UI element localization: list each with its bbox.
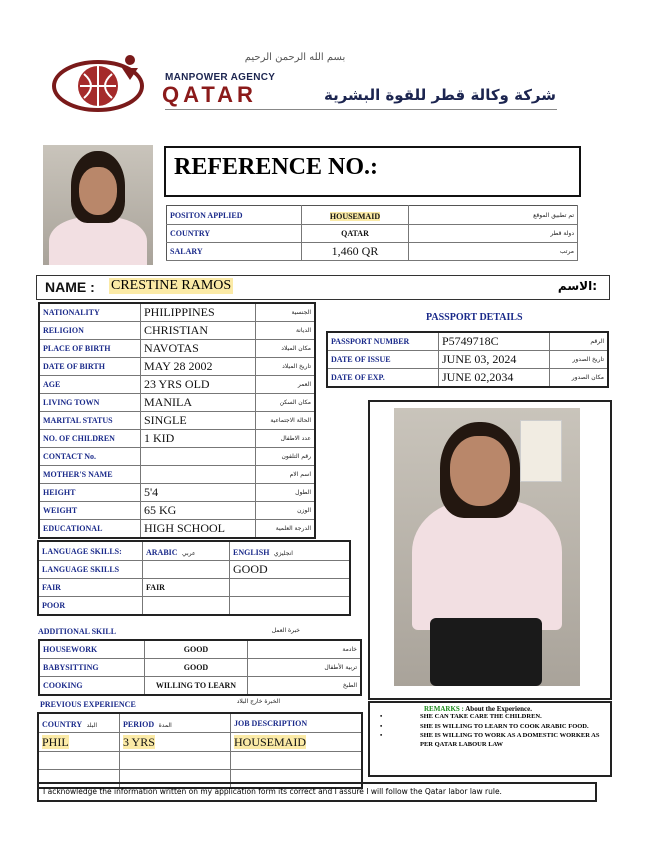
personal-row-ar: مكان السكن — [256, 394, 316, 412]
personal-row-ar: الطول — [256, 484, 316, 502]
salary-ar: مرتب — [409, 243, 578, 261]
personal-row — [39, 322, 315, 340]
personal-row-label: DATE OF BIRTH — [39, 358, 141, 376]
reference-label: REFERENCE NO.: — [174, 154, 379, 180]
language-row-label: LANGUAGE SKILLS — [38, 561, 143, 579]
personal-row-label: LIVING TOWN — [39, 394, 141, 412]
applicant-photo-small — [43, 145, 153, 265]
personal-row — [39, 394, 315, 412]
bismillah-calligraphy: بسم الله الرحمن الرحيم — [244, 52, 346, 63]
personal-row-value: HIGH SCHOOL — [141, 520, 256, 539]
language-header-label: LANGUAGE SKILLS: — [38, 541, 143, 561]
personal-row-ar: اسم الام — [256, 466, 316, 484]
language-row — [38, 561, 350, 579]
bullet-icon: • — [380, 713, 383, 720]
experience-table — [37, 712, 363, 789]
personal-row-value: 65 KG — [141, 502, 256, 520]
skills-table — [38, 639, 362, 696]
applicant-photo-large — [394, 408, 580, 686]
passport-row-ar: تاريخ الصدور — [550, 351, 609, 369]
arabic-header-ar: عربي — [182, 550, 196, 557]
personal-row — [39, 520, 315, 539]
skill-row — [39, 659, 361, 677]
name-bar — [36, 275, 610, 300]
header-divider — [165, 109, 557, 110]
name-label: NAME : — [45, 279, 95, 295]
language-header-row — [38, 541, 350, 561]
experience-col-period-ar: المدة — [158, 722, 172, 729]
salary-row — [167, 243, 578, 261]
personal-row-ar: الجنسية — [256, 303, 316, 322]
personal-row-label: AGE — [39, 376, 141, 394]
language-row — [38, 579, 350, 597]
personal-row-label: NATIONALITY — [39, 303, 141, 322]
position-ar: تم تطبيق الموقع — [409, 206, 578, 225]
personal-row-ar: الحالة الاجتماعية — [256, 412, 316, 430]
experience-title: PREVIOUS EXPERIENCE — [40, 700, 136, 709]
skill-row-value: WILLING TO LEARN — [145, 677, 248, 696]
passport-row-value: JUNE 02,2034 — [439, 369, 550, 388]
passport-row-label: DATE OF EXP. — [327, 369, 439, 388]
personal-row-ar: الديانة — [256, 322, 316, 340]
bullet-icon: • — [380, 722, 383, 730]
position-value: HOUSEMAID — [329, 212, 381, 221]
passport-row — [327, 332, 608, 351]
photo-frame — [368, 400, 612, 700]
remarks-title: REMARKS : — [424, 705, 464, 713]
personal-row-ar: العمر — [256, 376, 316, 394]
passport-row-ar: مكان الصدور — [550, 369, 609, 388]
skills-title-ar: خبرة العمل — [271, 627, 300, 634]
skill-row — [39, 677, 361, 696]
language-row — [38, 597, 350, 616]
personal-details-table — [38, 302, 316, 539]
remark-text: SHE IS WILLING TO WORK AS A DOMESTIC WORKER AS PER QATAR LABOUR LAW — [420, 732, 600, 748]
personal-row-value: 5'4 — [141, 484, 256, 502]
remark-item — [380, 723, 606, 732]
personal-row-value: 23 YRS OLD — [141, 376, 256, 394]
skill-row — [39, 640, 361, 659]
personal-row — [39, 303, 315, 322]
experience-title-ar: الخبرة خارج البلاد — [236, 698, 280, 705]
personal-row-label: CONTACT No. — [39, 448, 141, 466]
personal-row-label: MOTHER'S NAME — [39, 466, 141, 484]
position-row — [167, 206, 578, 225]
personal-row-label: NO. OF CHILDREN — [39, 430, 141, 448]
personal-row-value: NAVOTAS — [141, 340, 256, 358]
country-label: COUNTRY — [167, 225, 302, 243]
arabic-header: ARABIC — [146, 548, 178, 557]
salary-label: SALARY — [167, 243, 302, 261]
agency-logo — [52, 52, 152, 114]
country-row — [167, 225, 578, 243]
personal-row — [39, 502, 315, 520]
personal-row-label: PLACE OF BIRTH — [39, 340, 141, 358]
personal-row — [39, 448, 315, 466]
personal-row-ar: تاريخ الميلاد — [256, 358, 316, 376]
personal-row-value: CHRISTIAN — [141, 322, 256, 340]
agency-name-arabic: شركة وكالة قطر للقوة البشرية — [324, 86, 556, 104]
english-header: ENGLISH — [233, 548, 270, 557]
personal-row-label: WEIGHT — [39, 502, 141, 520]
personal-row-value — [141, 466, 256, 484]
personal-row-label: MARITAL STATUS — [39, 412, 141, 430]
skill-row-ar: الطبخ — [248, 677, 362, 696]
position-table — [166, 205, 578, 261]
remark-text: SHE IS WILLING TO LEARN TO COOK ARABIC FOOD. — [420, 722, 589, 730]
personal-row-label: EDUCATIONAL — [39, 520, 141, 539]
skill-row-ar: تربية الأطفال — [248, 659, 362, 677]
personal-row-value: MAY 28 2002 — [141, 358, 256, 376]
personal-row — [39, 466, 315, 484]
name-arabic-label: الاسم: — [557, 279, 597, 293]
agency-name-main: QATAR — [162, 82, 257, 107]
language-row-english: GOOD — [230, 561, 351, 579]
personal-row-ar: مكان الميلاد — [256, 340, 316, 358]
passport-row — [327, 369, 608, 388]
remark-text: SHE CAN TAKE CARE THE CHILDREN. — [420, 713, 542, 720]
bullet-icon: • — [380, 732, 383, 739]
personal-row-ar: الدرجة العلمية — [256, 520, 316, 539]
skill-row-value: GOOD — [145, 640, 248, 659]
personal-row — [39, 430, 315, 448]
personal-row-value: SINGLE — [141, 412, 256, 430]
personal-row — [39, 358, 315, 376]
language-row-label: FAIR — [38, 579, 143, 597]
english-header-ar: انجليزي — [273, 550, 293, 557]
remark-item — [380, 713, 606, 722]
experience-job: HOUSEMAID — [234, 735, 306, 749]
passport-row-value: JUNE 03, 2024 — [439, 351, 550, 369]
passport-title: PASSPORT DETAILS — [426, 312, 523, 323]
passport-row-label: DATE OF ISSUE — [327, 351, 439, 369]
language-row-arabic — [143, 597, 230, 616]
agency-name-top: MANPOWER AGENCY — [165, 72, 276, 83]
experience-col-job: JOB DESCRIPTION — [231, 713, 363, 733]
position-label: POSITON APPLIED — [167, 206, 302, 225]
personal-row-ar: عدد الاطفال — [256, 430, 316, 448]
experience-country: PHIL — [42, 735, 69, 749]
passport-row-value: P5749718C — [439, 332, 550, 351]
experience-row — [38, 733, 362, 752]
remarks-list — [370, 713, 606, 750]
language-row-arabic — [143, 561, 230, 579]
experience-col-period: PERIOD — [123, 720, 155, 729]
passport-table — [326, 331, 609, 388]
personal-row-ar: رقم التلفون — [256, 448, 316, 466]
personal-row-label: RELIGION — [39, 322, 141, 340]
personal-row-value: PHILIPPINES — [141, 303, 256, 322]
passport-row-ar: الرقم — [550, 332, 609, 351]
personal-row — [39, 484, 315, 502]
skills-title: ADDITIONAL SKILL — [38, 627, 117, 636]
personal-row-label: HEIGHT — [39, 484, 141, 502]
skill-row-label: HOUSEWORK — [39, 640, 145, 659]
experience-header-row — [38, 713, 362, 733]
country-ar: دولة قطر — [409, 225, 578, 243]
experience-row — [38, 752, 362, 770]
personal-row-value — [141, 448, 256, 466]
passport-row-label: PASSPORT NUMBER — [327, 332, 439, 351]
language-table — [37, 540, 351, 616]
remark-item — [380, 732, 606, 749]
reference-box — [164, 146, 581, 197]
personal-row — [39, 376, 315, 394]
language-row-arabic: FAIR — [143, 579, 230, 597]
language-row-label: POOR — [38, 597, 143, 616]
salary-value: 1,460 QR — [302, 243, 409, 261]
language-row-english — [230, 597, 351, 616]
remarks-subtitle: About the Experience. — [465, 705, 532, 713]
personal-row-ar: الوزن — [256, 502, 316, 520]
remarks-box — [368, 701, 612, 777]
skill-row-value: GOOD — [145, 659, 248, 677]
acknowledgement-box: I acknowledge the information written on my application form its correct and I assure I will follow the Qatar labor law rule. — [37, 782, 597, 802]
country-value: QATAR — [302, 225, 409, 243]
experience-col-country-ar: البلد — [86, 722, 98, 729]
language-row-english — [230, 579, 351, 597]
experience-col-country: COUNTRY — [42, 720, 83, 729]
skill-row-label: BABYSITTING — [39, 659, 145, 677]
personal-row — [39, 412, 315, 430]
personal-row-value: 1 KID — [141, 430, 256, 448]
skill-row-label: COOKING — [39, 677, 145, 696]
name-value: CRESTINE RAMOS — [111, 278, 232, 293]
passport-row — [327, 351, 608, 369]
personal-row — [39, 340, 315, 358]
personal-row-value: MANILA — [141, 394, 256, 412]
skill-row-ar: خادمة — [248, 640, 362, 659]
experience-period: 3 YRS — [123, 735, 155, 749]
